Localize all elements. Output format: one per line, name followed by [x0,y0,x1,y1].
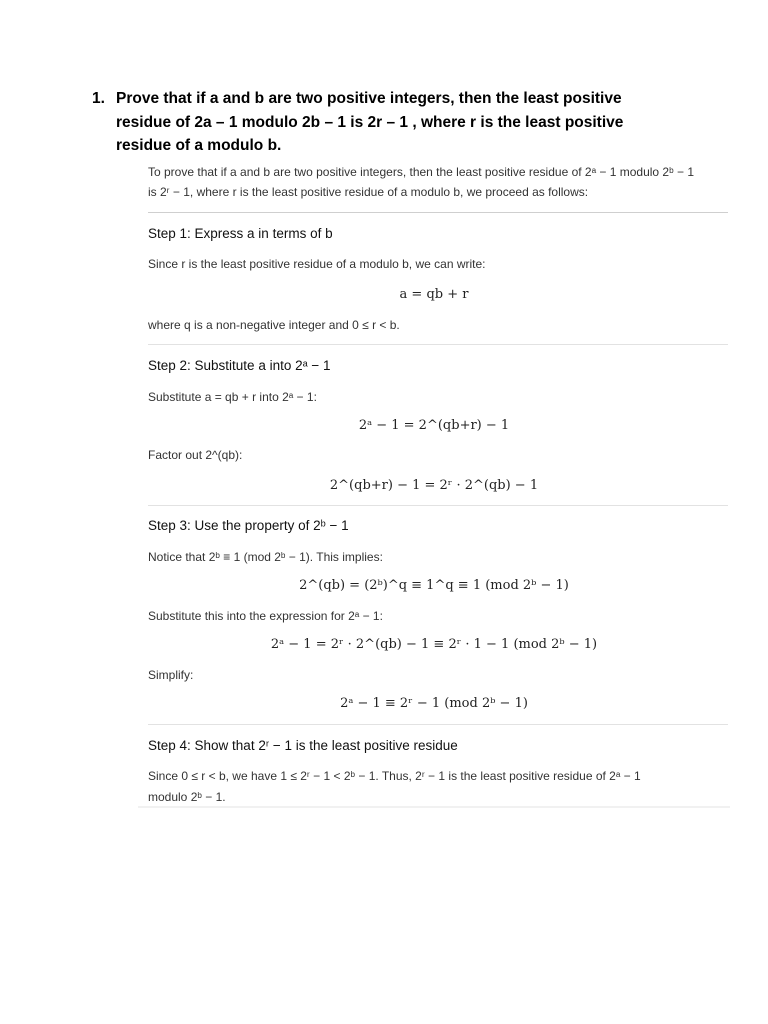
problem-text: Prove that if a and b are two positive integers, then the least positive residue of 2a – 1 modulo 2b – 1 is 2r – 1 , where r is the least positive residue of a modulo b. [116,90,624,154]
step-1-equation: a = qb + r [399,287,469,302]
step-2-heading: Step 2: Substitute a into 2ᵃ − 1 [148,358,331,373]
problem-statement [92,87,652,158]
problem-number: 1. [92,90,105,107]
divider [148,212,728,213]
answer-screenshot [138,160,730,808]
step-4-text: Since 0 ≤ r < b, we have 1 ≤ 2ʳ − 1 < 2ᵇ − 1. Thus, 2ʳ − 1 is the least positive residue of 2ᵃ − 1 [148,769,641,783]
divider [148,344,728,345]
step-3-simplify-text: Simplify: [148,668,194,682]
step-2-equation-1: 2ᵃ − 1 = 2^(qb+r) − 1 [358,418,510,433]
step-2-factor-text: Factor out 2^(qb): [148,448,243,462]
divider [148,505,728,506]
step-3-equation-2: 2ᵃ − 1 = 2ʳ · 2^(qb) − 1 ≡ 2ʳ · 1 − 1 (mod 2ᵇ − 1) [270,637,598,652]
step-3-text: Notice that 2ᵇ ≡ 1 (mod 2ᵇ − 1). This implies: [148,550,383,564]
step-3-heading: Step 3: Use the property of 2ᵇ − 1 [148,518,349,533]
step-2-equation-2: 2^(qb+r) − 1 = 2ʳ · 2^(qb) − 1 [329,478,539,493]
step-1-heading: Step 1: Express a in terms of b [148,226,333,241]
intro-line-1: To prove that if a and b are two positive integers, then the least positive residue of 2ᵃ − 1 modulo 2ᵇ − 1 [148,165,694,179]
step-4-heading: Step 4: Show that 2ʳ − 1 is the least positive residue [148,738,458,753]
step-2-text: Substitute a = qb + r into 2ᵃ − 1: [148,390,317,404]
step-3-equation-3: 2ᵃ − 1 ≡ 2ʳ − 1 (mod 2ᵇ − 1) [340,696,528,711]
step-3-substitute-text: Substitute this into the expression for 2ᵃ − 1: [148,609,383,623]
divider [148,724,728,725]
step-4-text-cont: modulo 2ᵇ − 1. [148,790,226,804]
step-1-text: Since r is the least positive residue of a modulo b, we can write: [148,257,486,271]
step-3-equation-1: 2^(qb) = (2ᵇ)^q ≡ 1^q ≡ 1 (mod 2ᵇ − 1) [299,578,569,593]
intro-line-2: is 2ʳ − 1, where r is the least positive residue of a modulo b, we proceed as follows: [148,185,589,199]
step-1-note: where q is a non-negative integer and 0 ≤ r < b. [148,318,400,332]
